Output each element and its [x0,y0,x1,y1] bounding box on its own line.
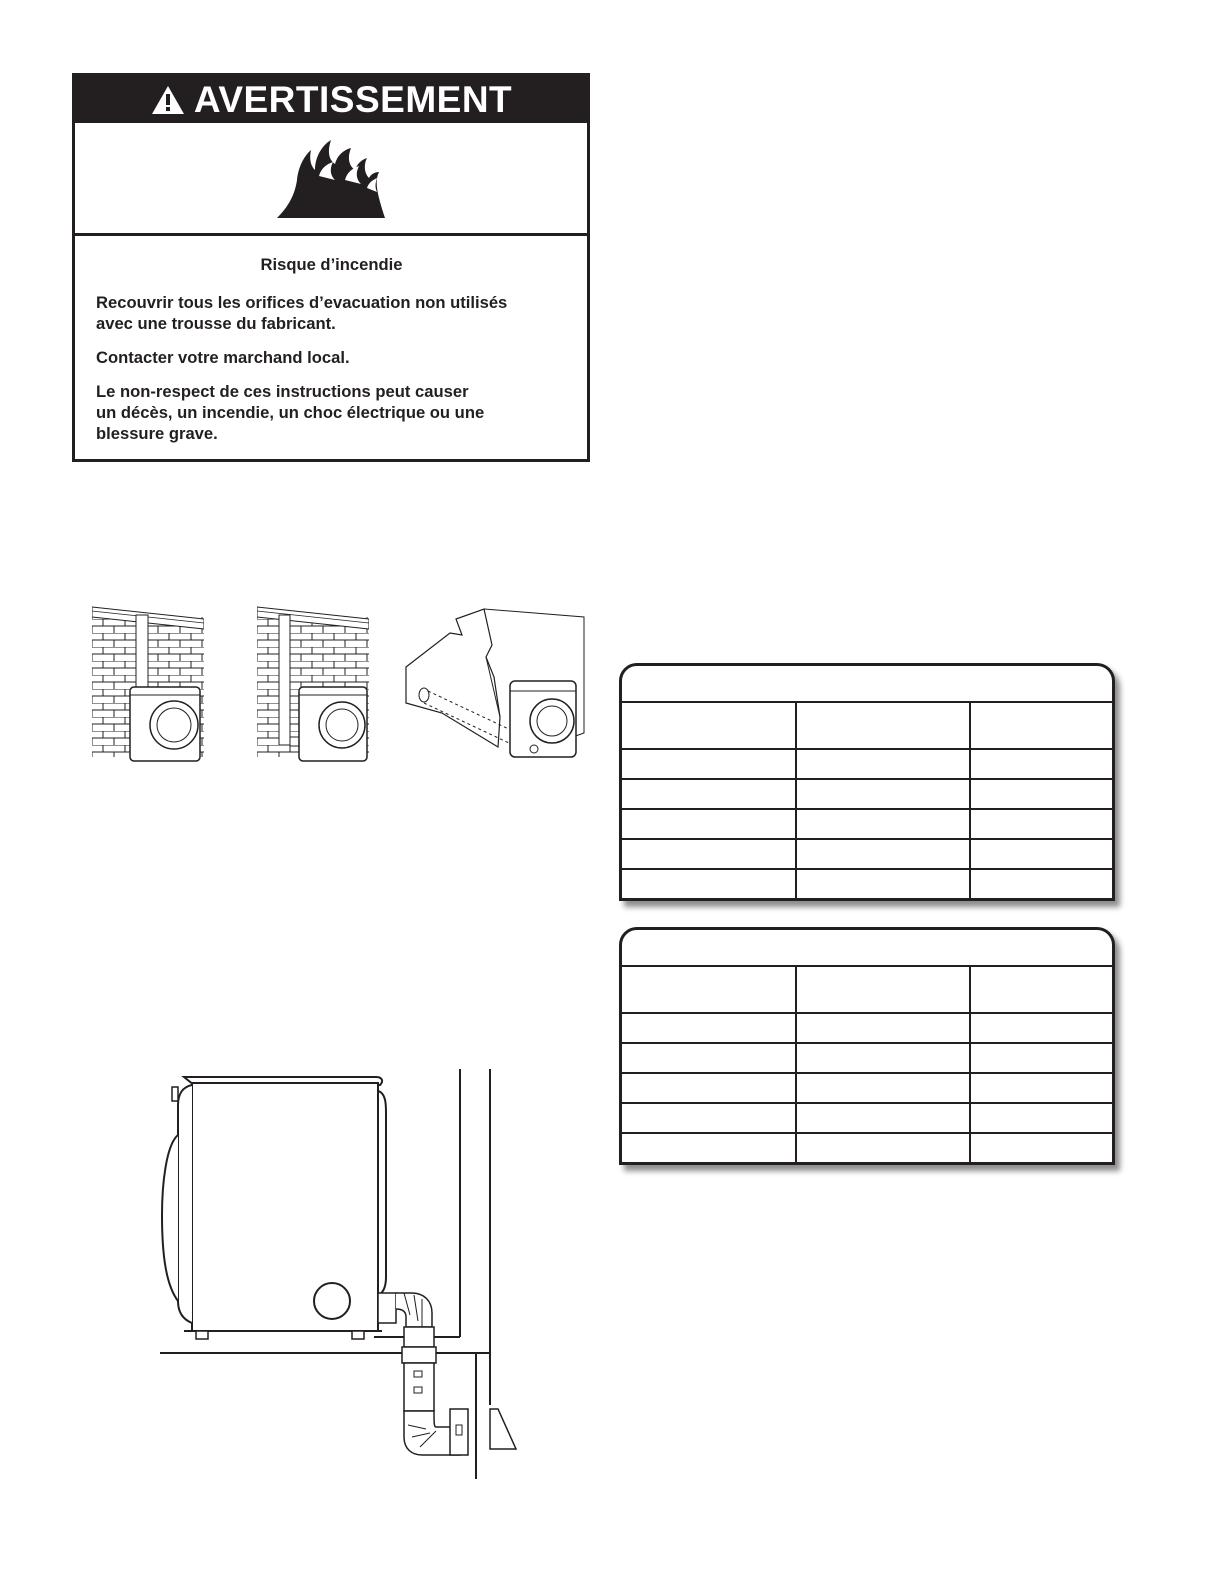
column-header [622,703,796,749]
column-header [622,967,796,1013]
table-cell [796,779,970,809]
table-cell [970,1013,1112,1043]
table-row [622,779,1112,809]
table-cell [796,1013,970,1043]
illustration-corner-vent [402,605,586,765]
table-row [622,1073,1112,1103]
warning-box [72,73,590,462]
table-header [622,666,1112,703]
table-cell [970,1073,1112,1103]
table-cell [796,1043,970,1073]
table-cell [796,749,970,779]
warning-subtitle: Risque d’incendie [260,255,403,274]
table-row [622,1133,1112,1162]
table-cell [970,869,1112,898]
table-row [622,1043,1112,1073]
table-cell [622,1133,796,1162]
warning-triangle-icon [150,84,186,116]
table-cell [970,779,1112,809]
table-cell [622,1013,796,1043]
table-cell [970,1103,1112,1133]
column-header [796,703,970,749]
warning-paragraph: Contacter votre marchand local. [96,348,350,367]
table-row [622,1103,1112,1133]
table-cell [622,779,796,809]
column-header [970,703,1112,749]
table-cell [796,839,970,869]
table-cell [796,869,970,898]
table-column-header-row [622,967,1112,1013]
table-cell [622,839,796,869]
illustration-side-vent [257,605,369,765]
table-row [622,809,1112,839]
column-header [796,967,970,1013]
table-cell [970,749,1112,779]
table-cell [970,1043,1112,1073]
illustration-dryer-floor-vent [160,1065,530,1485]
warning-header [75,76,587,123]
vent-length-table-1 [619,663,1115,901]
table-row [622,869,1112,898]
table-column-header-row [622,703,1112,749]
table-cell [796,1133,970,1162]
fire-icon [75,123,587,236]
warning-body [75,236,587,444]
table-cell [970,1133,1112,1162]
table-cell [622,749,796,779]
table-header [622,930,1112,967]
table-cell [622,869,796,898]
illustration-roof-vent [92,605,204,765]
vent-length-table-2 [619,927,1115,1165]
table-cell [622,1043,796,1073]
table-row [622,1013,1112,1043]
table-cell [796,809,970,839]
column-header [970,967,1112,1013]
warning-paragraph: Recouvrir tous les orifices d’evacuation non utilisés avec une trousse du fabricant. [96,293,508,333]
table-cell [796,1103,970,1133]
table-cell [970,809,1112,839]
table-cell [622,1073,796,1103]
table-cell [970,839,1112,869]
table-cell [622,809,796,839]
table-row [622,839,1112,869]
table-row [622,749,1112,779]
table-cell [622,1103,796,1133]
warning-title: AVERTISSEMENT [193,78,513,120]
warning-paragraph: Le non-respect de ces instructions peut causer un décès, un incendie, un choc électrique ou une blessure grave. [96,382,485,443]
table-cell [796,1073,970,1103]
